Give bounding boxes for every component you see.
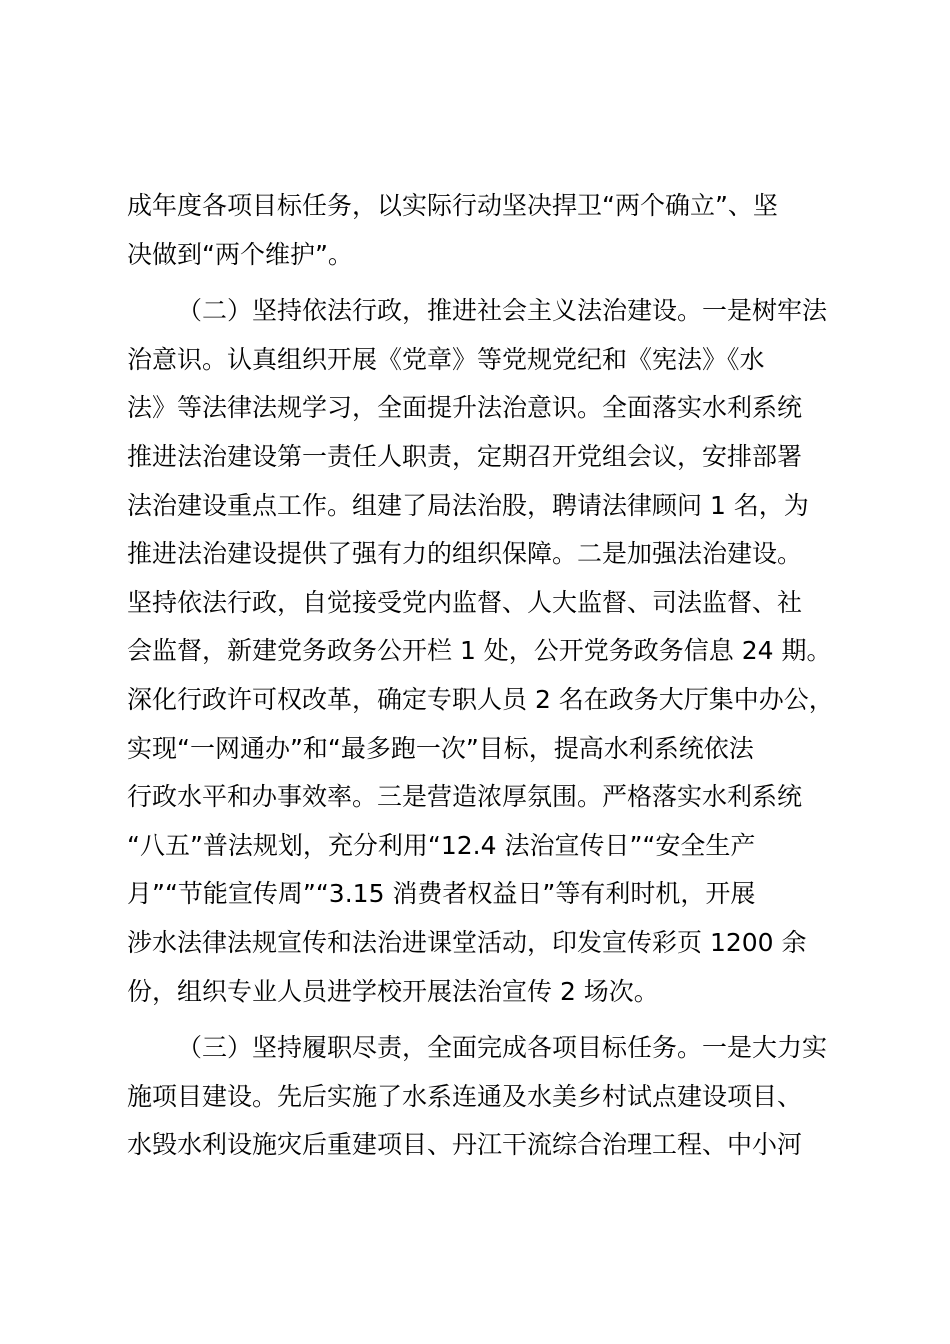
text-line: 治意识。认真组织开展《党章》等党规党纪和《宪法》《水 [127, 344, 765, 374]
text-line: 会监督，新建党务政务公开栏 1 处，公开党务政务信息 24 期。 [127, 636, 832, 666]
text-line: 份，组织专业人员进学校开展法治宣传 2 场次。 [127, 976, 659, 1006]
text-line: 深化行政许可权改革，确定专职人员 2 名在政务大厅集中办公， [127, 684, 834, 714]
text-line: 法》等法律法规学习，全面提升法治意识。全面落实水利系统 [127, 393, 803, 423]
text-line: 涉水法律法规宣传和法治进课堂活动，印发宣传彩页 1200 余 [127, 927, 807, 957]
text-line: “八五”普法规划，充分利用“12.4 法治宣传日”“安全生产 [127, 830, 756, 860]
text-line: 决做到“两个维护”。 [127, 239, 353, 269]
document-body [127, 182, 862, 1170]
text-line: 实现“一网通办”和“最多跑一次”目标，提高水利系统依法 [127, 733, 754, 763]
text-line: 推进法治建设第一责任人职责，定期召开党组会议，安排部署 [127, 441, 803, 471]
paragraph [127, 182, 862, 279]
paragraph [127, 287, 862, 1016]
text-line: 推进法治建设提供了强有力的组织保障。二是加强法治建设。 [127, 539, 803, 569]
text-line: 成年度各项目标任务，以实际行动坚决捍卫“两个确立”、坚 [127, 191, 778, 220]
text-line: 施项目建设。先后实施了水系连通及水美乡村试点建设项目、 [127, 1081, 803, 1111]
text-line: 法治建设重点工作。组建了局法治股，聘请法律顾问 1 名，为 [127, 490, 809, 520]
text-line: （二）坚持依法行政，推进社会主义法治建设。一是树牢法 [177, 296, 828, 326]
paragraph [127, 1024, 862, 1170]
text-line: 行政水平和办事效率。三是营造浓厚氛围。严格落实水利系统 [127, 782, 803, 812]
text-line: （三）坚持履职尽责，全面完成各项目标任务。一是大力实 [177, 1033, 828, 1063]
text-line: 水毁水利设施灾后重建项目、丹江干流综合治理工程、中小河 [127, 1130, 803, 1160]
text-line: 月”“节能宣传周”“3.15 消费者权益日”等有利时机，开展 [127, 879, 756, 909]
text-line: 坚持依法行政，自觉接受党内监督、人大监督、司法监督、社 [127, 587, 803, 617]
